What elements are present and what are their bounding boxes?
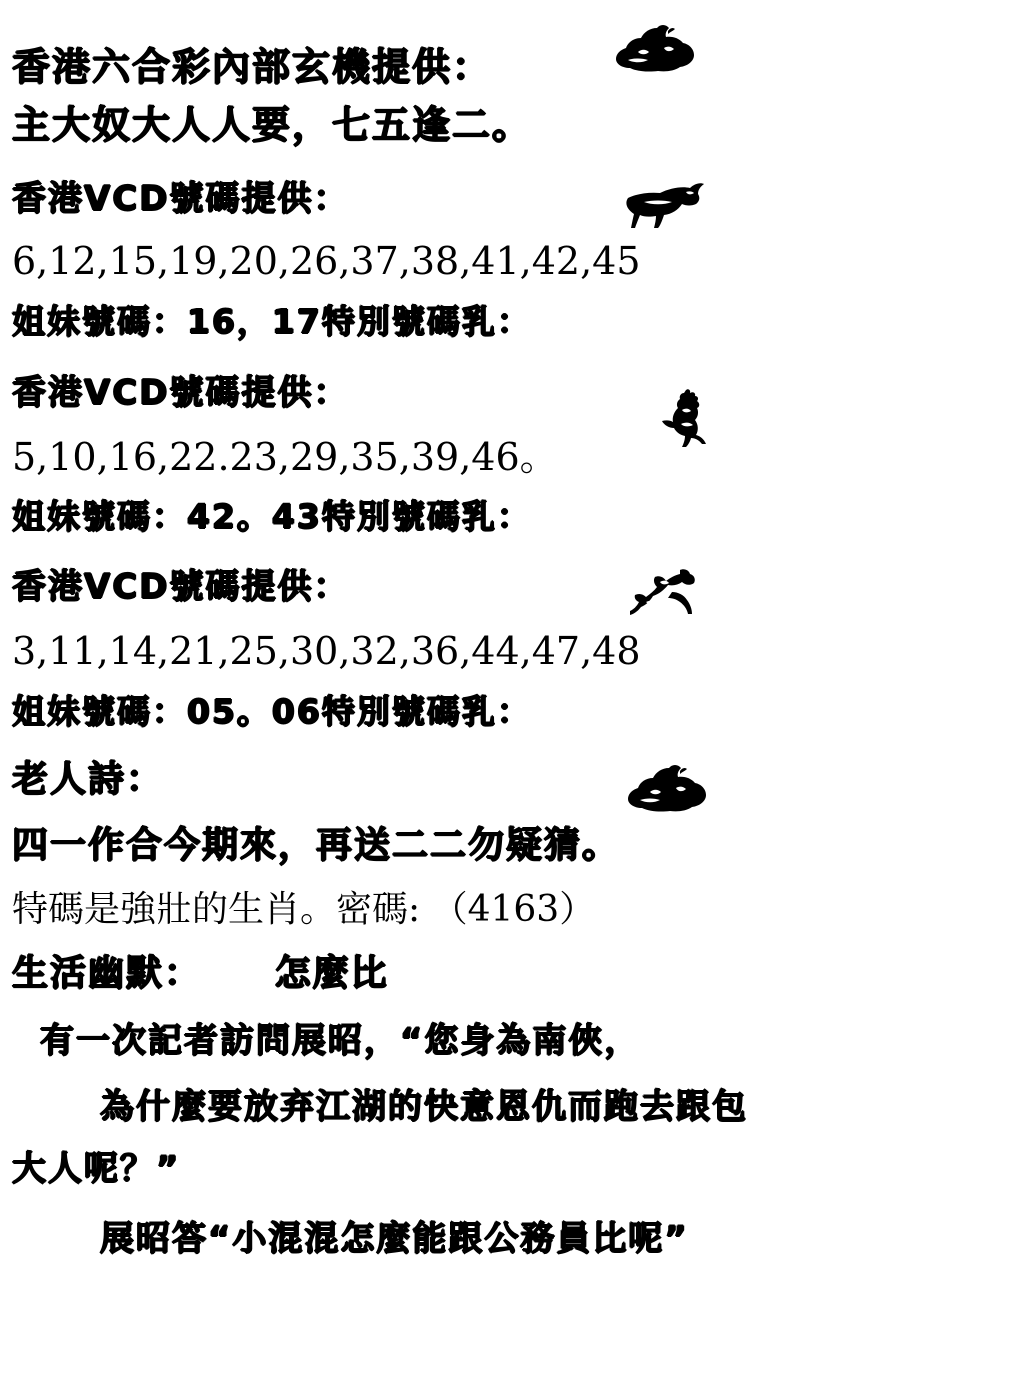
humor-line-4: 展昭答“小混混怎麼能跟公務員比呢” — [100, 1219, 689, 1259]
humor-line-3: 大人呢？” — [12, 1149, 181, 1189]
special-code-line: 特碼是強壯的生肖。密碼: （4163） — [12, 889, 596, 930]
numbers-set-2: 5,10,16,22.23,29,35,39,46。 — [12, 435, 558, 479]
numbers-set-3: 3,11,14,21,25,30,32,36,44,47,48 — [12, 629, 641, 673]
numbers-set-1: 6,12,15,19,20,26,37,38,41,42,45 — [12, 239, 641, 283]
rooster-icon — [652, 386, 720, 448]
heading-inner-secret: 香港六合彩內部玄機提供： — [12, 45, 493, 89]
sisters-line-3: 姐妹號碼：05。06特別號碼乳： — [12, 692, 532, 731]
heading-life-humor: 生活幽默： 怎麼比 — [12, 953, 389, 994]
verse-line-1: 主大奴大人人要，七五逢二。 — [12, 103, 533, 147]
poem-line: 四一作合今期來，再送二二勿疑猜。 — [12, 825, 621, 866]
heading-vcd-2: 香港VCD號碼提供： — [12, 373, 350, 413]
humor-line-2: 為什麼要放弃江湖的快意恩仇而跑去跟包 — [100, 1087, 748, 1127]
heading-old-man-poem: 老人詩： — [12, 759, 165, 800]
heading-vcd-3: 香港VCD號碼提供： — [12, 567, 350, 607]
sisters-line-1: 姐妹號碼：16，17特別號碼乳： — [12, 302, 532, 341]
sisters-line-2: 姐妹號碼：42。43特別號碼乳： — [12, 497, 532, 536]
humor-line-1: 有一次記者訪問展昭，“您身為南俠， — [40, 1021, 641, 1061]
monkey-icon — [626, 562, 702, 624]
goat-icon — [616, 176, 706, 230]
heading-vcd-1: 香港VCD號碼提供： — [12, 179, 350, 219]
rabbit-icon — [608, 22, 698, 74]
rabbit-icon-2 — [618, 762, 710, 814]
